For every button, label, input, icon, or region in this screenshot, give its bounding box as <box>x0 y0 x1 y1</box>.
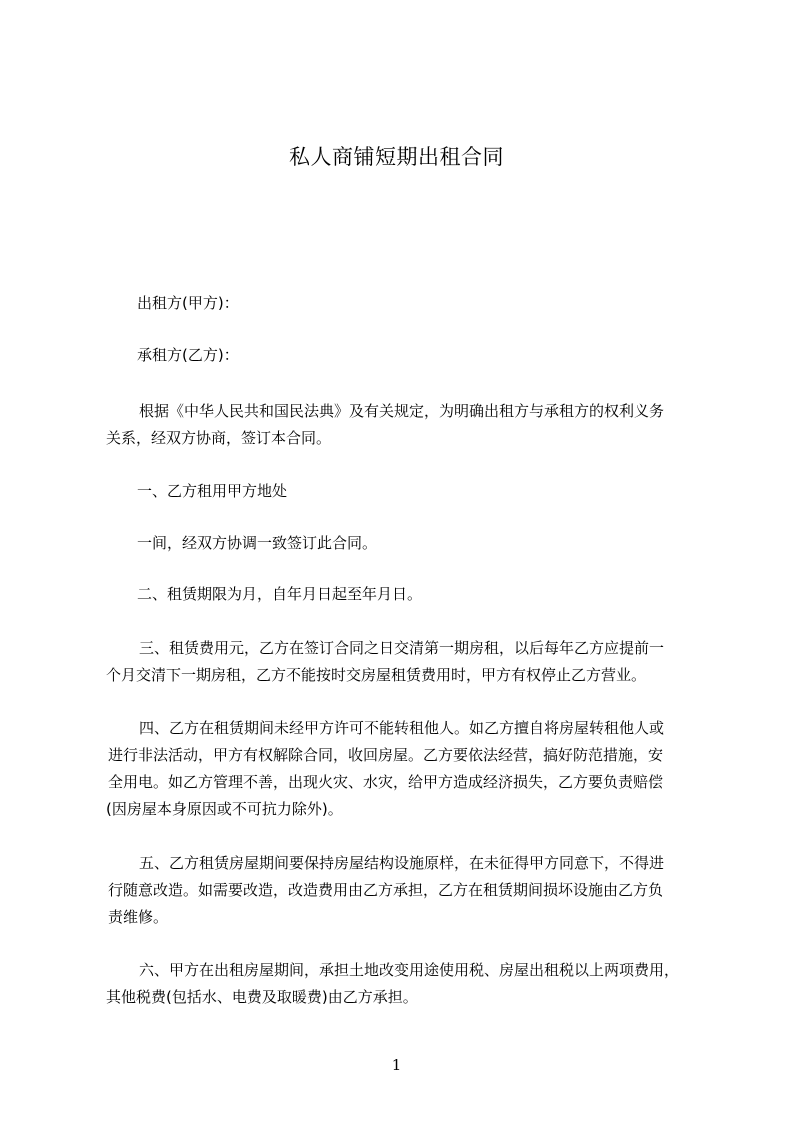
clause-line: 六、甲方在出租房屋期间，承担土地改变用途使用税、房屋出租税以上两项费用， <box>139 961 680 979</box>
clause-line: 四、乙方在租赁期间未经甲方许可不能转租他人。如乙方擅自将房屋转租他人或 <box>139 719 665 737</box>
preamble-line: 根据《中华人民共和国民法典》及有关规定，为明确出租方与承租方的权利义务 <box>139 402 665 420</box>
lessee-label: 承租方(乙方)： <box>137 346 239 364</box>
lessor-label: 出租方(甲方)： <box>137 294 239 312</box>
clause-line: 其他税费(包括水、电费及取暖费)由乙方承担。 <box>106 988 418 1006</box>
clause-line: 五、乙方租赁房屋期间要保持房屋结构设施原样，在未征得甲方同意下，不得进 <box>139 854 665 872</box>
clause-line: 责维修。 <box>108 908 169 926</box>
clause-line: 一、乙方租用甲方地处 <box>137 482 288 500</box>
clause-line: 全用电。如乙方管理不善，出现火灾、水灾，给甲方造成经济损失，乙方要负责赔偿 <box>108 773 664 791</box>
page-number: 1 <box>391 1056 402 1074</box>
document-title: 私人商铺短期出租合同 <box>289 145 504 169</box>
clause-line: 个月交清下一期房租，乙方不能按时交房屋租赁费用时，甲方有权停止乙方营业。 <box>106 666 647 684</box>
clause-line: 三、租赁费用元，乙方在签订合同之日交清第一期房租，以后每年乙方应提前一 <box>139 639 665 657</box>
clause-line: 二、租赁期限为月，自年月日起至年月日。 <box>137 585 423 603</box>
clause-line: 行随意改造。如需要改造，改造费用由乙方承担，乙方在租赁期间损坏设施由乙方负 <box>108 881 664 899</box>
clause-line: 一间，经双方协调一致签订此合同。 <box>137 534 378 552</box>
clause-line: 进行非法活动，甲方有权解除合同，收回房屋。乙方要依法经营，搞好防范措施，安 <box>108 746 664 764</box>
clause-line: (因房屋本身原因或不可抗力除外)。 <box>106 800 343 818</box>
preamble-line: 关系，经双方协商，签订本合同。 <box>106 429 332 447</box>
